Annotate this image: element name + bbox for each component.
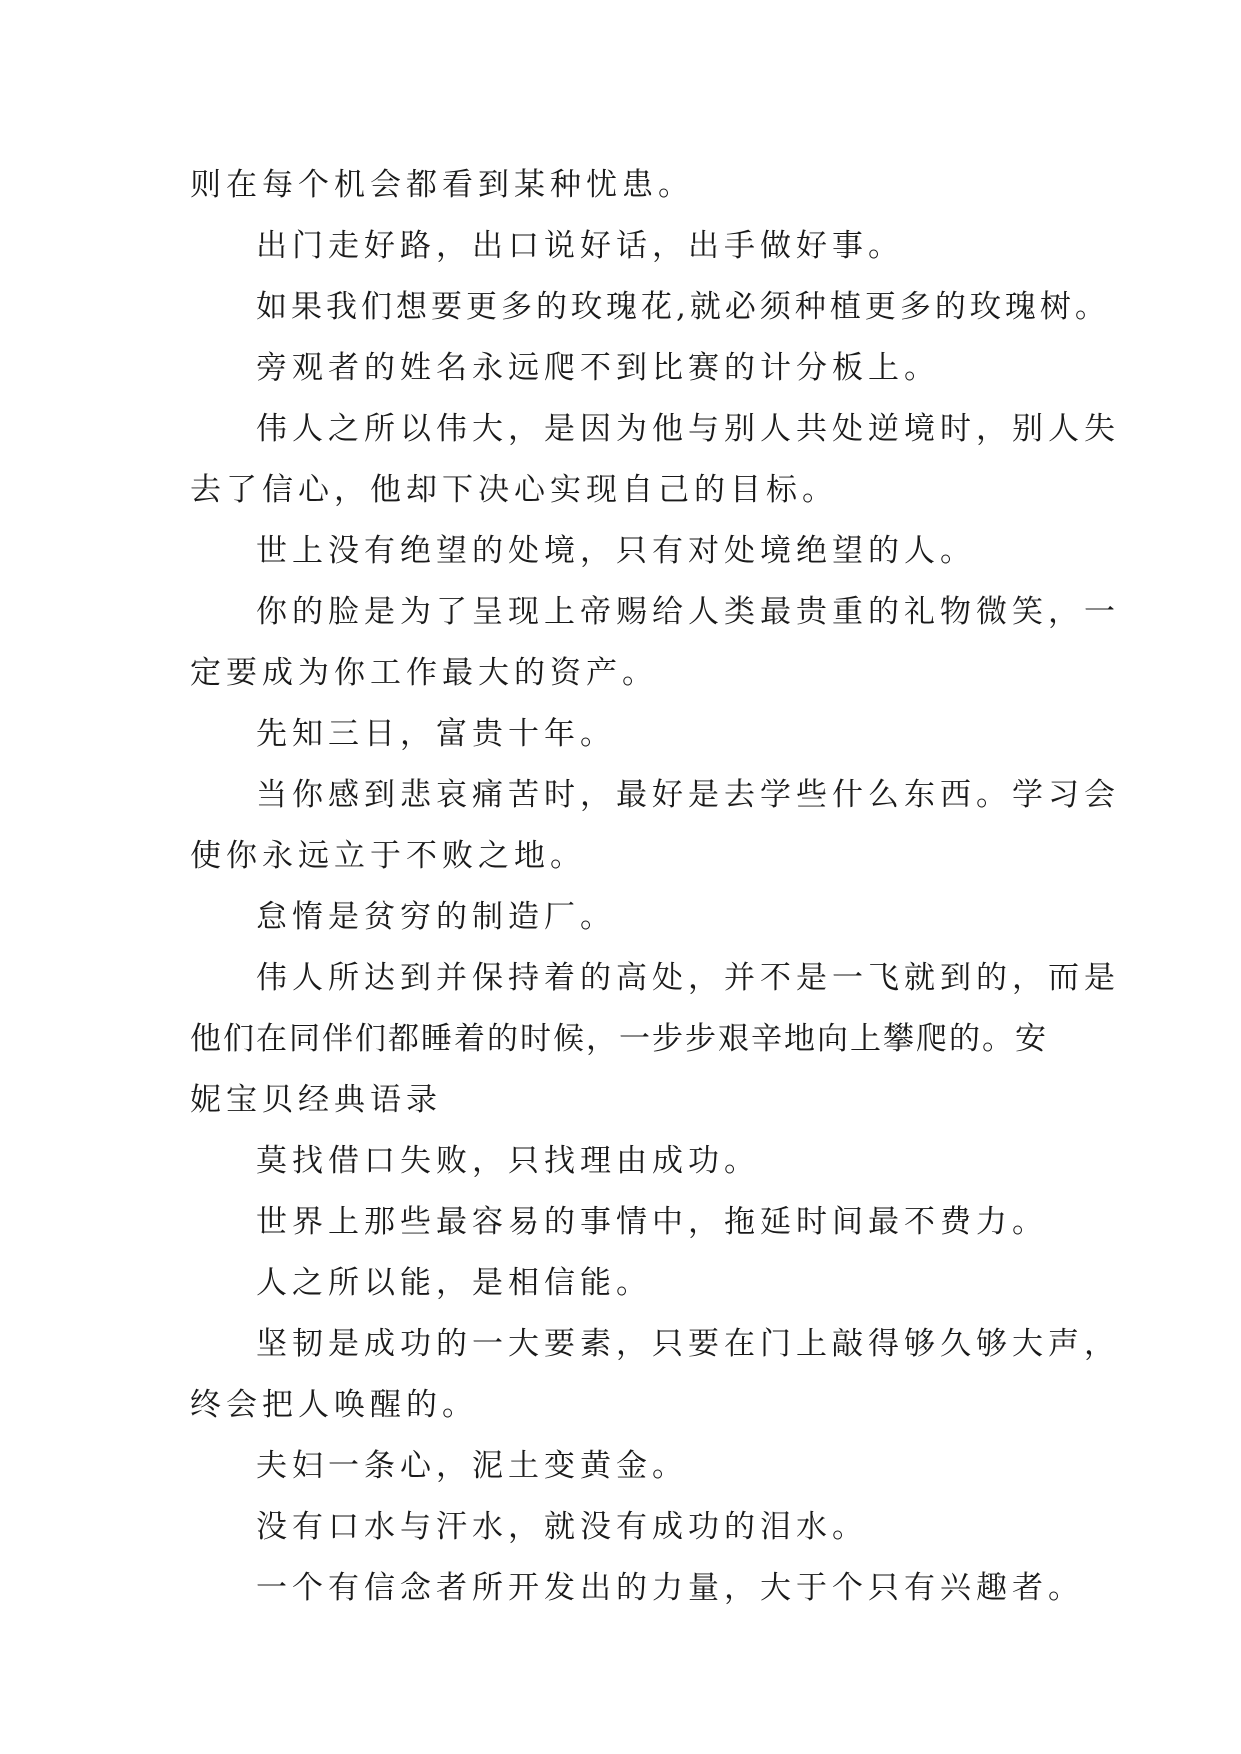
text-line: 去了信心，他却下决心实现自己的目标。 <box>190 472 838 508</box>
text-line: 人之所以能，是相信能。 <box>256 1265 652 1301</box>
text-line: 坚韧是成功的一大要素，只要在门上敲得够久够大声， <box>256 1326 1120 1362</box>
text-line: 如果我们想要更多的玫瑰花,就必须种植更多的玫瑰树。 <box>256 289 1110 325</box>
text-line: 夫妇一条心，泥土变黄金。 <box>256 1448 688 1484</box>
text-line: 伟人之所以伟大，是因为他与别人共处逆境时，别人失 <box>256 411 1120 447</box>
text-line: 他们在同伴们都睡着的时候，一步步艰辛地向上攀爬的。安 <box>190 1021 1048 1057</box>
text-line: 世界上那些最容易的事情中，拖延时间最不费力。 <box>256 1204 1048 1240</box>
text-line: 世上没有绝望的处境，只有对处境绝望的人。 <box>256 533 976 569</box>
text-line: 妮宝贝经典语录 <box>190 1082 442 1118</box>
text-line: 当你感到悲哀痛苦时，最好是去学些什么东西。学习会 <box>256 777 1120 813</box>
text-line: 莫找借口失败，只找理由成功。 <box>256 1143 760 1179</box>
text-line: 终会把人唤醒的。 <box>190 1387 478 1423</box>
text-line: 定要成为你工作最大的资产。 <box>190 655 658 691</box>
text-line: 怠惰是贫穷的制造厂。 <box>256 899 616 935</box>
text-line: 你的脸是为了呈现上帝赐给人类最贵重的礼物微笑，一 <box>256 594 1120 630</box>
text-line: 则在每个机会都看到某种忧患。 <box>190 167 694 203</box>
text-line: 旁观者的姓名永远爬不到比赛的计分板上。 <box>256 350 940 386</box>
text-line: 先知三日，富贵十年。 <box>256 716 616 752</box>
text-line: 没有口水与汗水，就没有成功的泪水。 <box>256 1509 868 1545</box>
text-line: 一个有信念者所开发出的力量，大于个只有兴趣者。 <box>256 1570 1084 1606</box>
text-line: 伟人所达到并保持着的高处，并不是一飞就到的，而是 <box>256 960 1120 996</box>
document-body <box>190 155 1120 1619</box>
text-line: 出门走好路，出口说好话，出手做好事。 <box>256 228 904 264</box>
text-line: 使你永远立于不败之地。 <box>190 838 586 874</box>
